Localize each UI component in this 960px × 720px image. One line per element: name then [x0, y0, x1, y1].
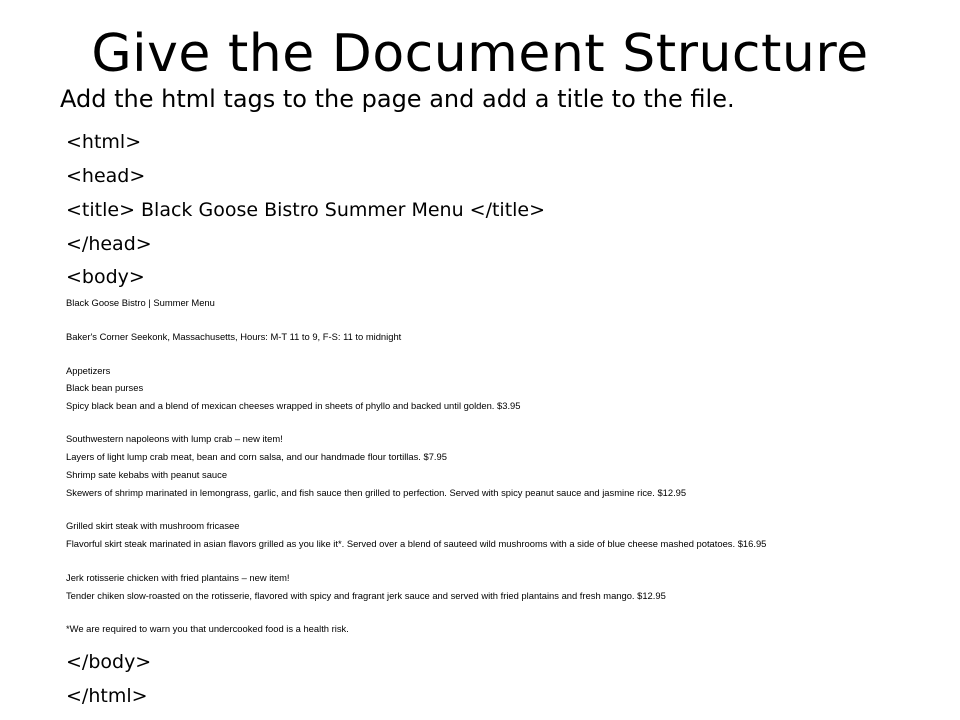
body-close-tag: </body>	[66, 651, 152, 673]
menu-item-name: Grilled skirt steak with mushroom fricasee	[66, 520, 240, 531]
menu-item-name: Southwestern napoleons with lump crab – new item!	[66, 433, 283, 444]
menu-item-desc: Spicy black bean and a blend of mexican cheeses wrapped in sheets of phyllo and backed until golden. $3.95	[66, 400, 521, 411]
menu-item-name: Jerk rotisserie chicken with fried plantains – new item!	[66, 572, 290, 583]
menu-heading: Black Goose Bistro | Summer Menu	[66, 297, 215, 308]
menu-item-name: Black bean purses	[66, 382, 144, 393]
html-open-tag: <html>	[66, 131, 142, 153]
title-tag-line: <title> Black Goose Bistro Summer Menu </title>	[66, 199, 546, 221]
menu-item-desc: Layers of light lump crab meat, bean and corn salsa, and our handmade flour tortillas. $7.95	[66, 451, 447, 462]
menu-item-desc: Skewers of shrimp marinated in lemongrass, garlic, and fish sauce then grilled to perfection. Served with spicy peanut sauce and jasmine rice. $12.95	[66, 487, 687, 498]
body-open-tag: <body>	[66, 266, 145, 288]
menu-item-name: Shrimp sate kebabs with peanut sauce	[66, 469, 228, 480]
head-close-tag: </head>	[66, 233, 152, 255]
slide-subtitle: Add the html tags to the page and add a title to the file.	[60, 85, 735, 113]
menu-item-desc: Tender chiken slow-roasted on the rotisserie, flavored with spicy and fragrant jerk sauce and served with fried plantains and fresh mango. $12.95	[66, 590, 666, 601]
head-open-tag: <head>	[66, 165, 146, 187]
menu-warning: *We are required to warn you that undercooked food is a health risk.	[66, 623, 349, 634]
slide-title: Give the Document Structure	[91, 24, 869, 84]
menu-item-desc: Flavorful skirt steak marinated in asian flavors grilled as you like it*. Served over a blend of sauteed wild mushrooms with a side of blue cheese mashed potatoes. $16.95	[66, 538, 767, 549]
menu-location: Baker's Corner Seekonk, Massachusetts, Hours: M-T 11 to 9, F-S: 11 to midnight	[66, 331, 402, 342]
html-close-tag: </html>	[66, 685, 148, 707]
menu-section: Appetizers	[66, 365, 111, 376]
